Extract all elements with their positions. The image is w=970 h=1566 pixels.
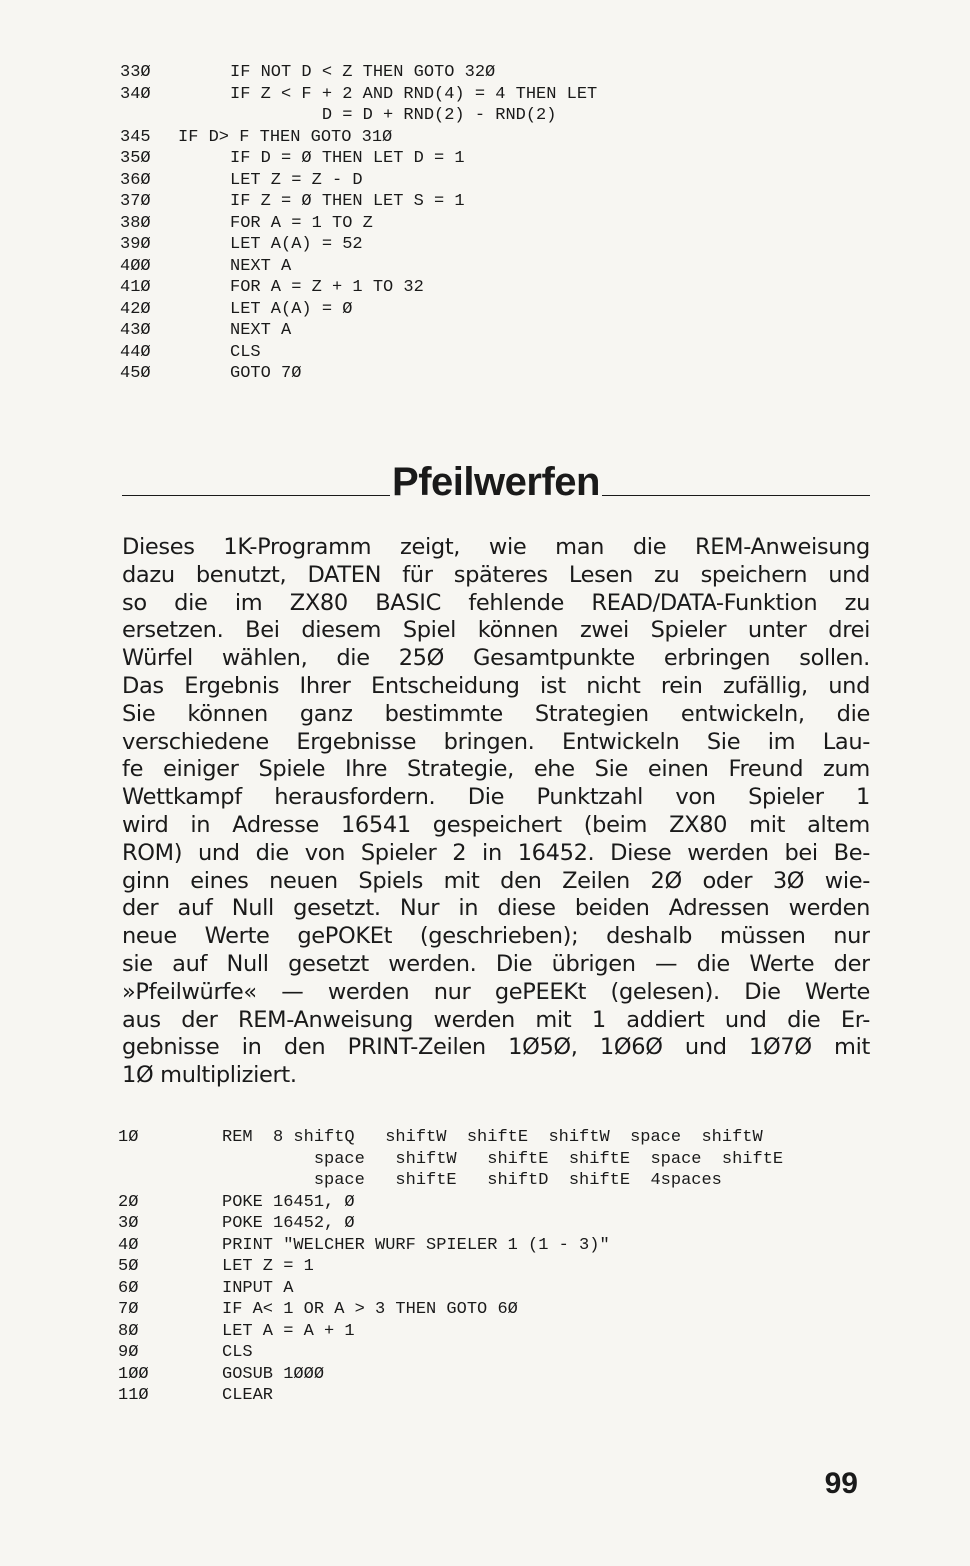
code-statement: LET A(A) = Ø bbox=[230, 299, 353, 319]
line-number: 43Ø bbox=[120, 321, 151, 340]
code-statement: NEXT A bbox=[230, 321, 292, 340]
page-number: 99 bbox=[824, 1467, 858, 1500]
line-number: 9Ø bbox=[118, 1343, 139, 1362]
code-statement: IF Z = Ø THEN LET S = 1 bbox=[230, 192, 465, 211]
code-line bbox=[120, 256, 740, 278]
code-statement: IF D = Ø THEN LET D = 1 bbox=[230, 149, 465, 168]
line-number: 5Ø bbox=[118, 1257, 139, 1276]
code-line bbox=[120, 234, 740, 256]
line-number: 38Ø bbox=[120, 213, 151, 233]
line-number: 44Ø bbox=[120, 342, 151, 362]
code-line bbox=[120, 84, 740, 106]
line-number: 1Ø bbox=[118, 1128, 139, 1147]
code-line bbox=[118, 1127, 918, 1149]
code-statement: POKE 16451, Ø bbox=[222, 1192, 355, 1212]
code-statement: LET Z = Z - D bbox=[230, 170, 363, 190]
code-line bbox=[118, 1235, 918, 1257]
code-statement: GOTO 7Ø bbox=[230, 364, 302, 383]
code-line bbox=[120, 62, 740, 84]
code-statement: LET Z = 1 bbox=[222, 1257, 314, 1276]
code-line bbox=[118, 1192, 918, 1214]
code-statement: space shiftW shiftE shiftE space shiftE bbox=[222, 1149, 784, 1169]
code-line bbox=[120, 105, 740, 127]
code-line bbox=[120, 191, 740, 213]
paragraph-line: dazu benutzt, DATEN für späteres Lesen zu speichern und bbox=[122, 561, 870, 588]
paragraph-line: »Pfeilwürfe« — werden nur gePEEKt (gelesen). Die Werte bbox=[122, 978, 870, 1005]
heading-rule-right bbox=[602, 495, 870, 496]
code-line bbox=[118, 1256, 918, 1278]
code-statement: IF A< 1 OR A > 3 THEN GOTO 6Ø bbox=[222, 1300, 518, 1319]
heading-rule-left bbox=[122, 495, 390, 496]
code-statement: IF NOT D < Z THEN GOTO 32Ø bbox=[230, 63, 496, 82]
paragraph-line: ersetzen. Bei diesem Spiel können zwei Spieler unter drei bbox=[122, 617, 870, 644]
paragraph-line: verschiedene Ergebnisse bringen. Entwickeln Sie im Lau- bbox=[122, 728, 870, 755]
line-number: 345 bbox=[120, 127, 151, 147]
line-number: 39Ø bbox=[120, 235, 151, 254]
code-listing-top bbox=[120, 62, 740, 385]
code-statement: INPUT A bbox=[222, 1278, 294, 1298]
line-number: 4ØØ bbox=[120, 256, 151, 276]
code-line bbox=[118, 1364, 918, 1386]
code-line bbox=[118, 1278, 918, 1300]
paragraph-line: ginn eines neuen Spiels mit den Zeilen 2Ø oder 3Ø wie- bbox=[122, 867, 870, 894]
code-statement: D = D + RND(2) - RND(2) bbox=[230, 106, 557, 125]
code-statement: GOSUB 1ØØØ bbox=[222, 1364, 325, 1384]
line-number: 41Ø bbox=[120, 278, 151, 297]
line-number: 45Ø bbox=[120, 364, 151, 383]
line-number bbox=[120, 105, 230, 127]
line-number: 35Ø bbox=[120, 149, 151, 168]
paragraph-line: Das Ergebnis Ihrer Entscheidung ist nicht rein zufällig, und bbox=[122, 672, 870, 699]
code-statement: POKE 16452, Ø bbox=[222, 1214, 355, 1233]
line-number: 11Ø bbox=[118, 1386, 149, 1405]
code-line bbox=[120, 148, 740, 170]
line-number: 6Ø bbox=[118, 1278, 139, 1298]
line-number: 33Ø bbox=[120, 63, 151, 82]
code-line bbox=[118, 1342, 918, 1364]
code-statement: FOR A = 1 TO Z bbox=[230, 213, 373, 233]
code-line bbox=[120, 127, 740, 149]
code-line bbox=[120, 342, 740, 364]
code-line bbox=[120, 170, 740, 192]
code-line bbox=[118, 1299, 918, 1321]
paragraph-line: Würfel wählen, die 25Ø Gesamtpunkte erbringen sollen. bbox=[122, 645, 870, 672]
line-number: 3Ø bbox=[118, 1214, 139, 1233]
line-number: 42Ø bbox=[120, 299, 151, 319]
line-number: 34Ø bbox=[120, 84, 151, 104]
line-number: 37Ø bbox=[120, 192, 151, 211]
code-line bbox=[120, 299, 740, 321]
code-statement: IF D> F THEN GOTO 31Ø bbox=[178, 127, 393, 147]
code-line bbox=[118, 1385, 918, 1407]
code-statement: CLEAR bbox=[222, 1386, 274, 1405]
code-line bbox=[120, 213, 740, 235]
section-heading bbox=[122, 458, 870, 506]
code-statement: NEXT A bbox=[230, 256, 292, 276]
code-listing-bottom bbox=[118, 1127, 918, 1407]
code-statement: PRINT "WELCHER WURF SPIELER 1 (1 - 3)" bbox=[222, 1235, 610, 1255]
code-statement: LET A(A) = 52 bbox=[230, 235, 363, 254]
paragraph-line: neue Werte gePOKEt (geschrieben); deshalb müssen nur bbox=[122, 923, 870, 950]
code-line bbox=[120, 363, 740, 385]
code-line bbox=[118, 1213, 918, 1235]
paragraph-line: fe einiger Spiele Ihre Strategie, ehe Sie einen Freund zum bbox=[122, 756, 870, 783]
paragraph-line: ROM) und die von Spieler 2 in 16452. Diese werden bei Be- bbox=[122, 839, 870, 866]
paragraph-line: sie auf Null gesetzt werden. Die übrigen — die Werte der bbox=[122, 950, 870, 977]
paragraph-line: wird in Adresse 16541 gespeichert (beim ZX80 mit altem bbox=[122, 811, 870, 838]
line-number: 7Ø bbox=[118, 1300, 139, 1319]
body-paragraph bbox=[122, 534, 870, 1090]
paragraph-line: gebnisse in den PRINT-Zeilen 1Ø5Ø, 1Ø6Ø und 1Ø7Ø mit bbox=[122, 1034, 870, 1061]
line-number: 8Ø bbox=[118, 1321, 139, 1341]
code-statement: IF Z < F + 2 AND RND(4) = 4 THEN LET bbox=[230, 84, 598, 104]
code-statement: space shiftE shiftD shiftE 4spaces bbox=[222, 1171, 722, 1190]
paragraph-line: der auf Null gesetzt. Nur in diese beiden Adressen werden bbox=[122, 895, 870, 922]
line-number bbox=[118, 1170, 222, 1192]
line-number bbox=[118, 1149, 222, 1171]
paragraph-line: Dieses 1K-Programm zeigt, wie man die REM-Anweisung bbox=[122, 534, 870, 560]
paragraph-line: aus der REM-Anweisung werden mit 1 addiert und die Er- bbox=[122, 1006, 870, 1033]
code-statement: REM 8 shiftQ shiftW shiftE shiftW space shiftW bbox=[222, 1128, 763, 1147]
line-number: 36Ø bbox=[120, 170, 151, 190]
paragraph-line: Sie können ganz bestimmte Strategien entwickeln, die bbox=[122, 700, 870, 727]
code-statement: CLS bbox=[230, 342, 261, 362]
code-line bbox=[118, 1170, 918, 1192]
line-number: 1ØØ bbox=[118, 1364, 149, 1384]
code-line bbox=[120, 277, 740, 299]
section-title: Pfeilwerfen bbox=[392, 460, 600, 504]
code-line bbox=[120, 320, 740, 342]
code-statement: FOR A = Z + 1 TO 32 bbox=[230, 278, 424, 297]
code-statement: CLS bbox=[222, 1343, 253, 1362]
line-number: 2Ø bbox=[118, 1192, 139, 1212]
code-line bbox=[118, 1149, 918, 1171]
line-number: 4Ø bbox=[118, 1235, 139, 1255]
code-line bbox=[118, 1321, 918, 1343]
paragraph-line: Wettkampf herausfordern. Die Punktzahl von Spieler 1 bbox=[122, 784, 870, 811]
paragraph-line: 1Ø multipliziert. bbox=[122, 1062, 297, 1089]
paragraph-line: so die im ZX80 BASIC fehlende READ/DATA-Funktion zu bbox=[122, 589, 870, 616]
code-statement: LET A = A + 1 bbox=[222, 1321, 355, 1341]
